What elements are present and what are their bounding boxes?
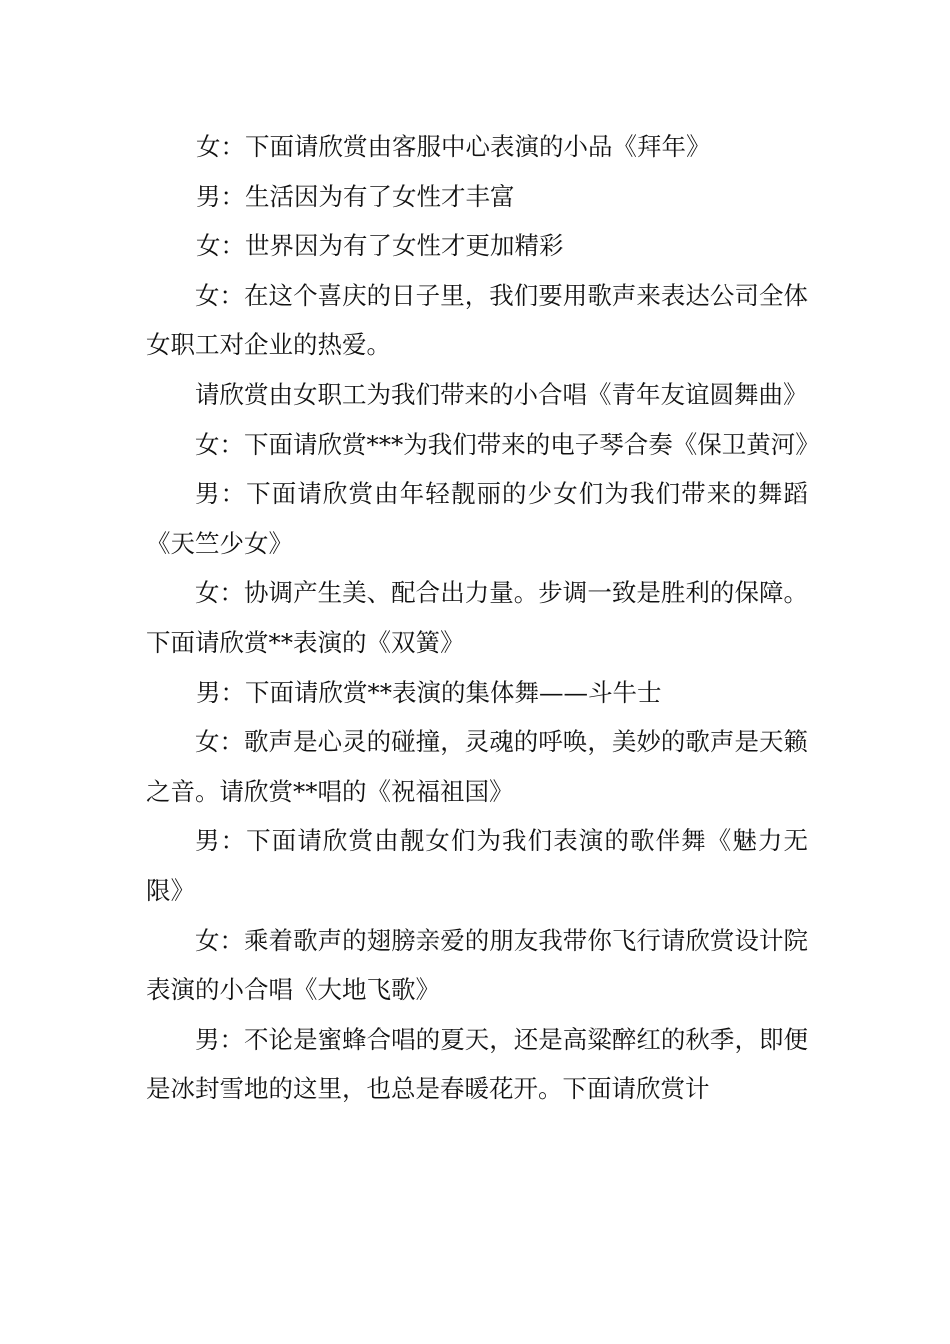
paragraph-3: 女：世界因为有了女性才更加精彩	[196, 231, 564, 261]
paragraph-1: 女：下面请欣赏由客服中心表演的小品《拜年》	[196, 132, 711, 161]
document-body	[146, 122, 820, 1114]
paragraph-11: 男：下面请欣赏由靓女们为我们表演的歌伴舞《魅力无限》	[146, 826, 808, 905]
paragraph-12: 女：乘着歌声的翅膀亲爱的朋友我带你飞行请欣赏设计院表演的小合唱《大地飞歌》	[146, 925, 808, 1005]
paragraph-10: 女：歌声是心灵的碰撞，灵魂的呼唤，美妙的歌声是天籁之音。请欣赏**唱的《祝福祖国》	[146, 727, 808, 806]
paragraph-9: 男：下面请欣赏**表演的集体舞——斗牛士	[196, 677, 662, 707]
paragraph-13: 男：不论是蜜蜂合唱的夏天，还是高粱醉红的秋季，即便是冰封雪地的这里，也总是春暖花开。下面请欣赏计	[146, 1024, 808, 1104]
paragraph-5: 请欣赏由女职工为我们带来的小合唱《青年友谊圆舞曲》	[195, 379, 808, 409]
paragraph-6: 女：下面请欣赏***为我们带来的电子琴合奏《保卫黄河》	[195, 429, 820, 459]
paragraph-4: 女：在这个喜庆的日子里，我们要用歌声来表达公司全体女职工对企业的热爱。	[146, 280, 808, 360]
paragraph-2: 男：生活因为有了女性才丰富	[196, 181, 515, 211]
paragraph-7: 男：下面请欣赏由年轻靓丽的少女们为我们带来的舞蹈《天竺少女》	[146, 479, 808, 558]
paragraph-8: 女：协调产生美、配合出力量。步调一致是胜利的保障。下面请欣赏**表演的《双簧》	[146, 578, 808, 657]
